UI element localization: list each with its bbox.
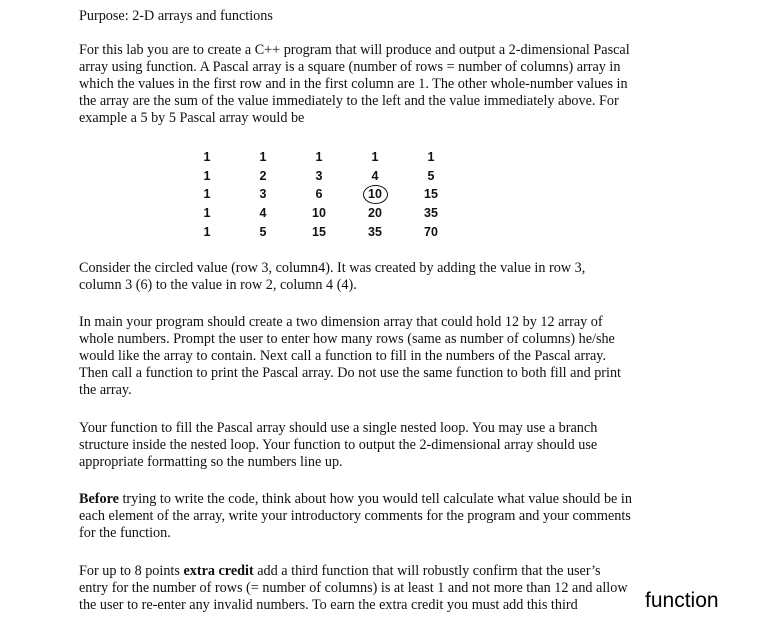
pascal-cell: 1 [315, 150, 323, 164]
intro-paragraph [79, 42, 630, 127]
pascal-cell: 15 [312, 225, 326, 239]
pascal-cell: 5 [259, 225, 267, 239]
fill-function-paragraph [79, 420, 597, 471]
text-line: array using function. A Pascal array is a square (number of rows = number of columns) array in [79, 59, 621, 75]
pascal-array-table [79, 150, 719, 245]
pascal-cell: 1 [203, 225, 211, 239]
text-run: add a third function that will robustly confirm that the user’s [253, 563, 601, 579]
bold-extra-credit: extra credit [183, 563, 254, 579]
pascal-cell: 1 [203, 206, 211, 220]
overlay-word-function: function [645, 589, 719, 612]
pascal-cell-circled: 10 [355, 187, 395, 201]
before-coding-paragraph [79, 491, 632, 542]
pascal-cell: 1 [371, 150, 379, 164]
pascal-cell: 70 [424, 225, 438, 239]
pascal-cell: 20 [368, 206, 382, 220]
pascal-cell: 6 [315, 187, 323, 201]
circled-value-paragraph [79, 260, 585, 294]
text-line: the user to re-enter any invalid numbers. To earn the extra credit you must add this third [79, 597, 578, 613]
text-line: column 3 (6) to the value in row 2, column 4 (4). [79, 277, 357, 293]
pascal-cell: 2 [259, 169, 267, 183]
purpose-heading: Purpose: 2-D arrays and functions [79, 8, 273, 24]
pascal-cell: 1 [259, 150, 267, 164]
text-line: Consider the circled value (row 3, column4). It was created by adding the value in row 3, [79, 260, 586, 276]
pascal-cell: 1 [427, 150, 435, 164]
pascal-cell: 35 [424, 206, 438, 220]
text-line: whole numbers. Prompt the user to enter how many rows (same as number of columns) he/she [79, 331, 615, 347]
text-line [79, 491, 632, 508]
text-line: For this lab you are to create a C++ program that will produce and output a 2-dimensional Pascal [79, 42, 630, 58]
text-line [79, 563, 628, 580]
text-line: Then call a function to print the Pascal array. Do not use the same function to both fill and print [79, 365, 621, 381]
text-line: structure inside the nested loop. Your function to output the 2-dimensional array should use [79, 437, 598, 453]
pascal-cell: 10 [312, 206, 326, 220]
text-line: entry for the number of rows (= number of columns) is at least 1 and not more than 12 and allow [79, 580, 628, 596]
text-line: the array are the sum of the value immediately to the left and the value immediately above. For [79, 93, 619, 109]
pascal-cell: 1 [203, 187, 211, 201]
text-line: the array. [79, 382, 132, 398]
text-run: trying to write the code, think about how you would tell calculate what value should be in [118, 491, 632, 507]
text-line: Your function to fill the Pascal array should use a single nested loop. You may use a branch [79, 420, 598, 436]
pascal-cell: 3 [259, 187, 267, 201]
text-line: example a 5 by 5 Pascal array would be [79, 110, 305, 126]
text-line: would like the array to contain. Next call a function to fill in the numbers of the Pascal array. [79, 348, 607, 364]
text-line: In main your program should create a two dimension array that could hold 12 by 12 array of [79, 314, 603, 330]
pascal-cell: 4 [371, 169, 379, 183]
pascal-cell: 5 [427, 169, 435, 183]
extra-credit-paragraph [79, 563, 628, 614]
text-line: for the function. [79, 525, 171, 541]
main-instructions-paragraph [79, 314, 621, 399]
pascal-cell: 1 [203, 150, 211, 164]
pascal-cell: 15 [424, 187, 438, 201]
pascal-cell: 4 [259, 206, 267, 220]
pascal-cell: 35 [368, 225, 382, 239]
bold-before: Before [79, 491, 119, 507]
pascal-cell: 1 [203, 169, 211, 183]
text-line: which the values in the first row and in the first column are 1. The other whole-number values in [79, 76, 628, 92]
text-line: each element of the array, write your introductory comments for the program and your comments [79, 508, 631, 524]
pascal-cell: 3 [315, 169, 323, 183]
text-run: For up to 8 points [79, 563, 184, 579]
text-line: appropriate formatting so the numbers line up. [79, 454, 343, 470]
